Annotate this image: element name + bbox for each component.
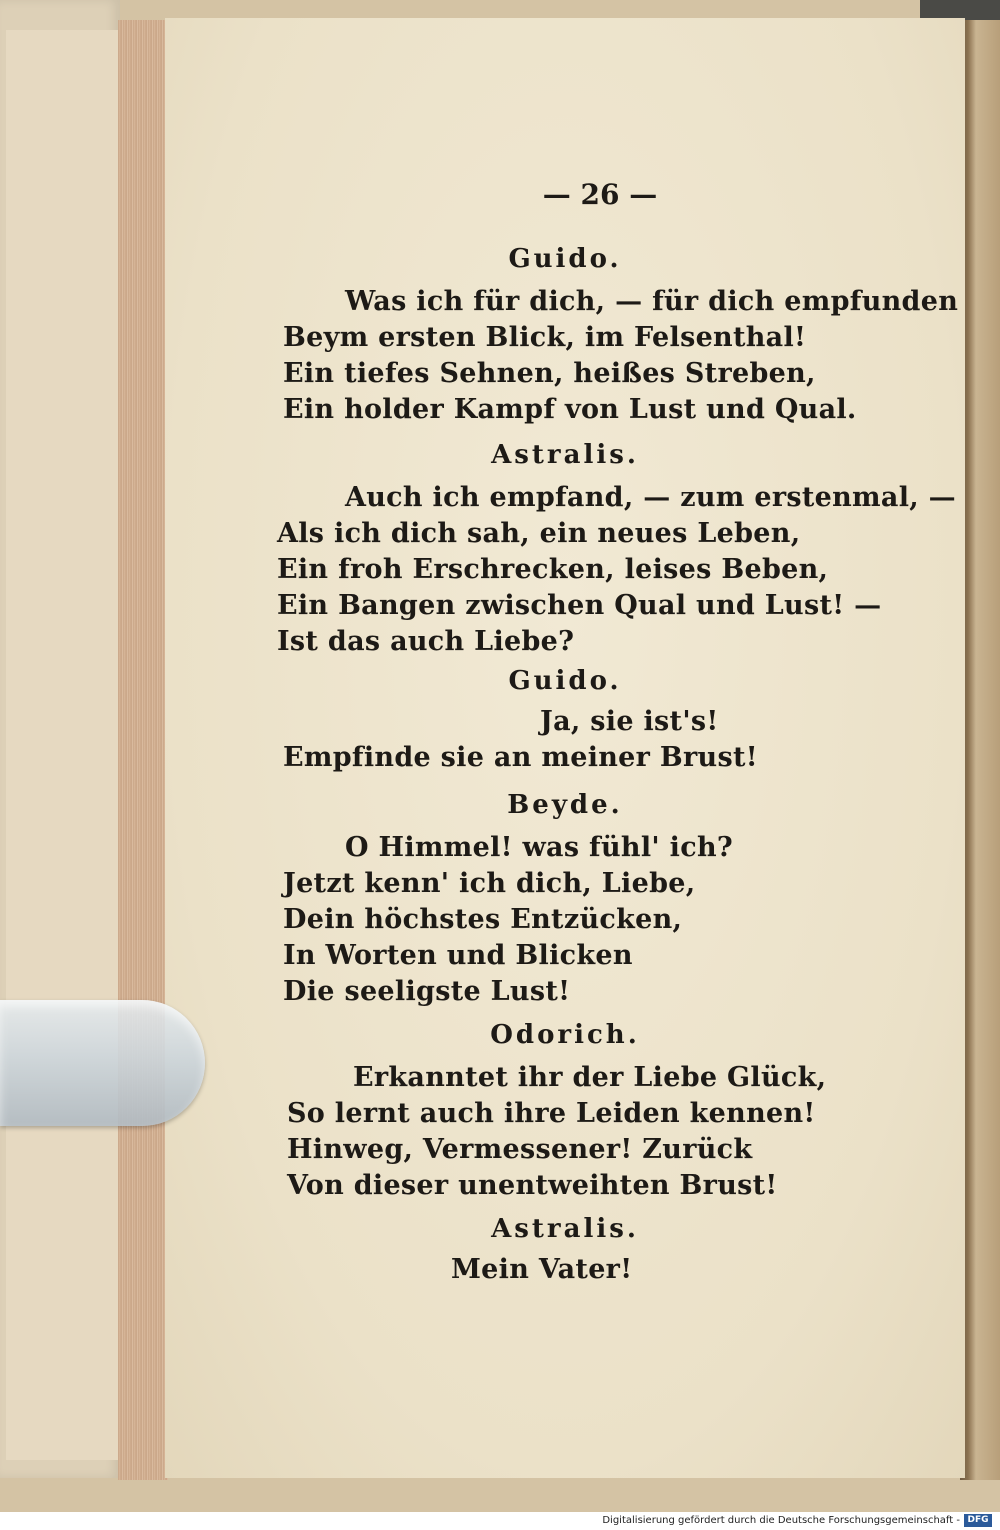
verse-line: Ein holder Kampf von Lust und Qual. — [283, 394, 857, 425]
verse-line: Mein Vater! — [451, 1254, 633, 1285]
verse-line: Auch ich empfand, — zum erstenmal, — — [345, 482, 956, 513]
verse-line: O Himmel! was fühl' ich? — [345, 832, 733, 863]
verse-line: Ist das auch Liebe? — [277, 626, 575, 657]
verse-line: Ein Bangen zwischen Qual und Lust! — — [277, 590, 882, 621]
dfg-logo-icon: DFG — [964, 1514, 992, 1527]
cover-inner-edge — [6, 30, 118, 1460]
verse-line: Ja, sie ist's! — [540, 706, 719, 737]
speaker-name: Astralis. — [491, 1214, 639, 1244]
verse-line: Ein froh Erschrecken, leises Beben, — [277, 554, 829, 585]
binding-right-strip — [960, 20, 1000, 1480]
speaker-name: Guido. — [508, 244, 622, 274]
verse-line: Die seeligste Lust! — [283, 976, 571, 1007]
page-edges — [118, 20, 168, 1480]
verse-line: In Worten und Blicken — [283, 940, 633, 971]
page-clip — [0, 1000, 205, 1126]
speaker-name: Guido. — [508, 666, 622, 696]
verse-line: Jetzt kenn' ich dich, Liebe, — [283, 868, 696, 899]
verse-line: So lernt auch ihre Leiden kennen! — [287, 1098, 816, 1129]
verse-line: Als ich dich sah, ein neues Leben, — [277, 518, 801, 549]
verse-line: Was ich für dich, — für dich empfunden — [345, 286, 959, 317]
speaker-name: Astralis. — [491, 440, 639, 470]
page-number: — 26 — — [542, 178, 658, 211]
footer-credit: Digitalisierung gefördert durch die Deutsche Forschungsgemeinschaft - — [602, 1515, 960, 1526]
scanner-corner — [920, 0, 1000, 20]
verse-line: Hinweg, Vermessener! Zurück — [287, 1134, 753, 1165]
speaker-name: Odorich. — [490, 1020, 640, 1050]
page-text — [165, 18, 965, 1478]
verse-line: Ein tiefes Sehnen, heißes Streben, — [283, 358, 816, 389]
speaker-name: Beyde. — [507, 790, 623, 820]
verse-line: Empfinde sie an meiner Brust! — [283, 742, 758, 773]
verse-line: Beym ersten Blick, im Felsenthal! — [283, 322, 807, 353]
verse-line: Erkanntet ihr der Liebe Glück, — [353, 1062, 827, 1093]
digitization-footer — [0, 1512, 1000, 1530]
verse-line: Von dieser unentweihten Brust! — [287, 1170, 778, 1201]
verse-line: Dein höchstes Entzücken, — [283, 904, 683, 935]
